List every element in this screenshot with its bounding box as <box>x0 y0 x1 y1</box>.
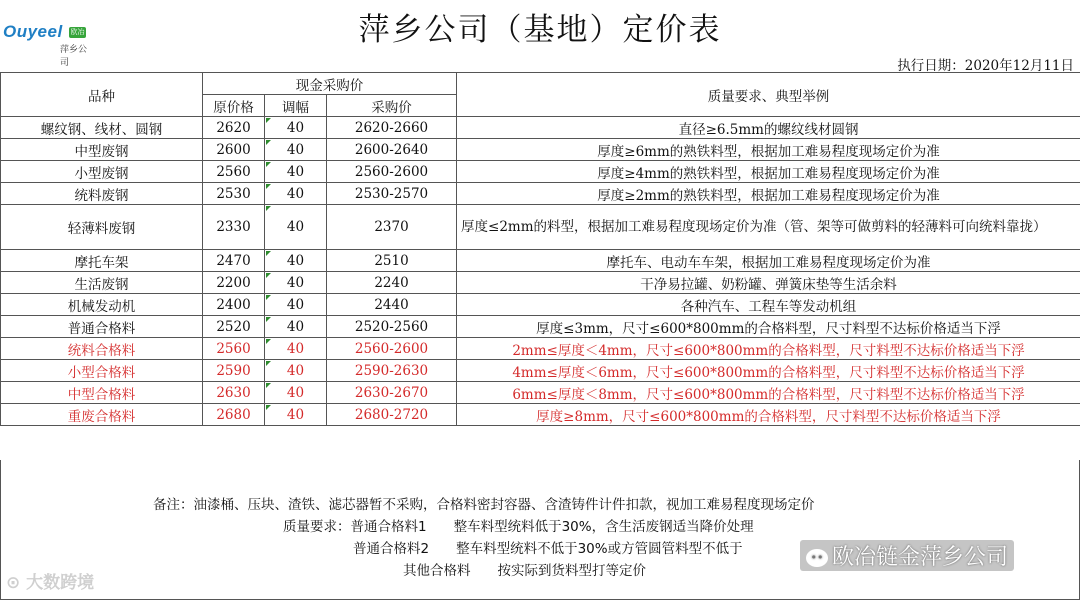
logo-wordmark: Ouyeel <box>3 22 63 41</box>
cell-requirement: 厚度≥8mm，尺寸≤600*800mm的合格料型，尺寸料型不达标价格适当下浮 <box>457 404 1080 426</box>
cell-variety: 摩托车架 <box>1 250 203 272</box>
price-table <box>0 72 1080 426</box>
header-purchase-price: 采购价 <box>327 95 457 117</box>
cell-requirement: 6mm≤厚度＜8mm，尺寸≤600*800mm的合格料型，尺寸料型不达标价格适当下浮 <box>457 382 1080 404</box>
cell-purchase-price: 2590-2630 <box>327 360 457 382</box>
note-line-4: 其他合格料 按实际到货料型打等定价 <box>403 563 646 579</box>
cell-adjustment: 40 <box>265 360 327 382</box>
cell-original-price: 2630 <box>203 382 265 404</box>
cell-purchase-price: 2440 <box>327 294 457 316</box>
cell-requirement: 厚度≤3mm，尺寸≤600*800mm的合格料型，尺寸料型不达标价格适当下浮 <box>457 316 1080 338</box>
cell-adjustment: 40 <box>265 161 327 183</box>
cell-purchase-price: 2510 <box>327 250 457 272</box>
cell-adjustment: 40 <box>265 272 327 294</box>
cell-adjustment: 40 <box>265 382 327 404</box>
watermark-logo-icon: ⊙ <box>6 573 21 593</box>
cell-purchase-price: 2370 <box>327 205 457 250</box>
wechat-icon: •• <box>806 549 828 567</box>
table-row <box>1 161 1080 183</box>
cell-variety: 小型废钢 <box>1 161 203 183</box>
cell-purchase-price: 2620-2660 <box>327 117 457 139</box>
cell-purchase-price: 2680-2720 <box>327 404 457 426</box>
cell-variety: 中型合格料 <box>1 382 203 404</box>
cell-purchase-price: 2600-2640 <box>327 139 457 161</box>
note-line-3: 普通合格料2 整车料型统料不低于30%或方管圆管料型不低于 <box>353 541 743 557</box>
cell-adjustment: 40 <box>265 139 327 161</box>
header-cash-price: 现金采购价 <box>203 73 457 95</box>
watermark-left <box>6 568 94 593</box>
header-adjustment: 调幅 <box>265 95 327 117</box>
cell-variety: 重废合格料 <box>1 404 203 426</box>
cell-original-price: 2600 <box>203 139 265 161</box>
cell-variety: 统料废钢 <box>1 183 203 205</box>
cell-original-price: 2200 <box>203 272 265 294</box>
cell-purchase-price: 2530-2570 <box>327 183 457 205</box>
table-row <box>1 205 1080 250</box>
execution-date: 执行日期：2020年12月11日 <box>897 58 1074 74</box>
cell-purchase-price: 2240 <box>327 272 457 294</box>
cell-variety: 机械发动机 <box>1 294 203 316</box>
cell-purchase-price: 2560-2600 <box>327 338 457 360</box>
notes-section <box>0 460 1080 600</box>
header-requirement: 质量要求、典型举例 <box>457 73 1080 117</box>
cell-purchase-price: 2560-2600 <box>327 161 457 183</box>
table-row <box>1 117 1080 139</box>
header-original-price: 原价格 <box>203 95 265 117</box>
cell-requirement: 厚度≥6mm的熟铁料型，根据加工难易程度现场定价为准 <box>457 139 1080 161</box>
cell-variety: 螺纹钢、线材、圆钢 <box>1 117 203 139</box>
cell-adjustment: 40 <box>265 117 327 139</box>
cell-variety: 中型废钢 <box>1 139 203 161</box>
cell-adjustment: 40 <box>265 250 327 272</box>
cell-requirement: 2mm≤厚度＜4mm，尺寸≤600*800mm的合格料型，尺寸料型不达标价格适当下浮 <box>457 338 1080 360</box>
cell-original-price: 2590 <box>203 360 265 382</box>
cell-purchase-price: 2520-2560 <box>327 316 457 338</box>
cell-original-price: 2560 <box>203 161 265 183</box>
cell-requirement: 厚度≥2mm的熟铁料型，根据加工难易程度现场定价为准 <box>457 183 1080 205</box>
cell-original-price: 2520 <box>203 316 265 338</box>
cell-requirement: 直径≥6.5mm的螺纹线材圆钢 <box>457 117 1080 139</box>
table-row <box>1 360 1080 382</box>
header-variety: 品种 <box>1 73 203 117</box>
cell-adjustment: 40 <box>265 338 327 360</box>
logo-badge: 欧冶 <box>70 28 85 36</box>
logo-subtitle: 萍乡公司 <box>60 45 88 68</box>
cell-requirement: 各种汽车、工程车等发动机组 <box>457 294 1080 316</box>
cell-requirement: 厚度≥4mm的熟铁料型，根据加工难易程度现场定价为准 <box>457 161 1080 183</box>
cell-variety: 统料合格料 <box>1 338 203 360</box>
cell-adjustment: 40 <box>265 183 327 205</box>
cell-original-price: 2620 <box>203 117 265 139</box>
table-row <box>1 139 1080 161</box>
cell-original-price: 2560 <box>203 338 265 360</box>
cell-requirement: 厚度≤2mm的料型，根据加工难易程度现场定价为准（管、架等可做剪料的轻薄料可向统料靠拢） <box>457 205 1080 250</box>
watermark-left-text: 大数跨境 <box>26 573 95 593</box>
table-row <box>1 272 1080 294</box>
cell-variety: 轻薄料废钢 <box>1 205 203 250</box>
table-row <box>1 382 1080 404</box>
cell-adjustment: 40 <box>265 294 327 316</box>
cell-original-price: 2400 <box>203 294 265 316</box>
cell-original-price: 2470 <box>203 250 265 272</box>
table-row <box>1 183 1080 205</box>
table-body <box>1 117 1080 426</box>
table-row <box>1 250 1080 272</box>
cell-variety: 普通合格料 <box>1 316 203 338</box>
cell-requirement: 摩托车、电动车车架，根据加工难易程度现场定价为准 <box>457 250 1080 272</box>
cell-variety: 生活废钢 <box>1 272 203 294</box>
cell-variety: 小型合格料 <box>1 360 203 382</box>
watermark-right <box>800 540 1014 571</box>
note-line-1: 备注：油漆桶、压块、渣铁、滤芯器暂不采购，合格料密封容器、含渣铸件计件扣款，视加工难易程度现场定价 <box>153 497 815 513</box>
table-row <box>1 338 1080 360</box>
cell-purchase-price: 2630-2670 <box>327 382 457 404</box>
cell-adjustment: 40 <box>265 404 327 426</box>
cell-original-price: 2530 <box>203 183 265 205</box>
page-title: 萍乡公司（基地）定价表 <box>358 12 722 48</box>
cell-original-price: 2680 <box>203 404 265 426</box>
cell-adjustment: 40 <box>265 316 327 338</box>
cell-original-price: 2330 <box>203 205 265 250</box>
table-row <box>1 404 1080 426</box>
table-row <box>1 316 1080 338</box>
cell-adjustment: 40 <box>265 205 327 250</box>
watermark-right-text: 欧冶链金萍乡公司 <box>832 545 1009 570</box>
table-row <box>1 294 1080 316</box>
cell-requirement: 4mm≤厚度＜6mm，尺寸≤600*800mm的合格料型，尺寸料型不达标价格适当下浮 <box>457 360 1080 382</box>
cell-requirement: 干净易拉罐、奶粉罐、弹簧床垫等生活余料 <box>457 272 1080 294</box>
note-line-2: 质量要求：普通合格料1 整车料型统料低于30%，含生活废钢适当降价处理 <box>283 519 754 535</box>
